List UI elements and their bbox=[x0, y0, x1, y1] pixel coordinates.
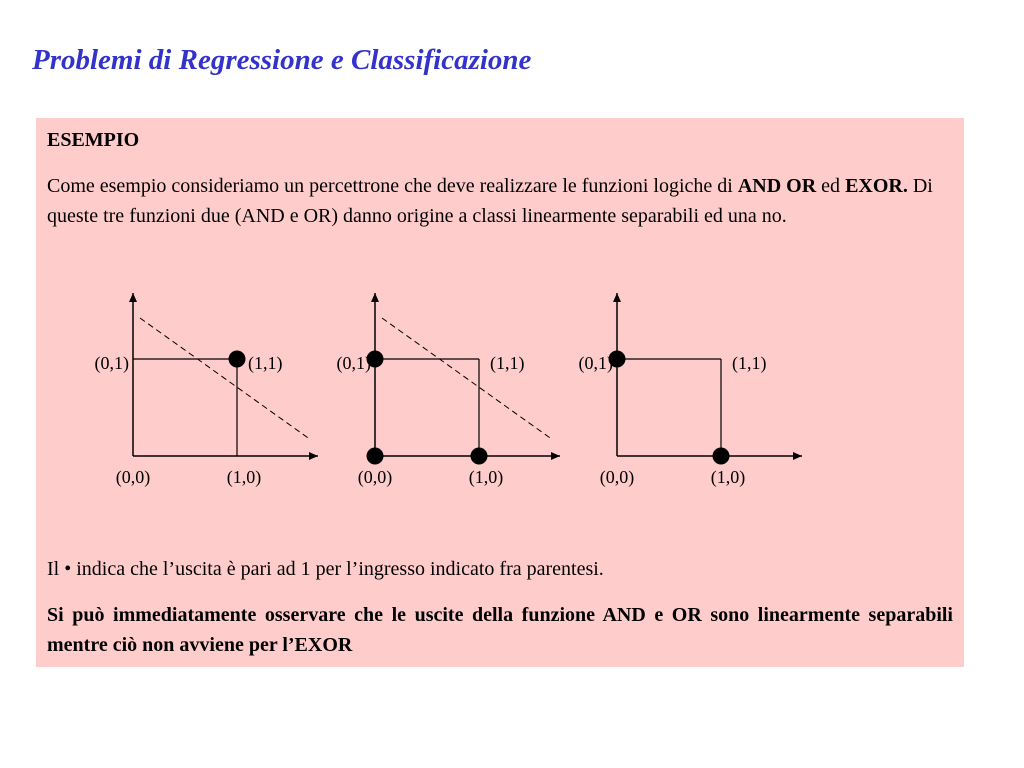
diagram-3-label-p10: (1,0) bbox=[710, 467, 746, 487]
diagram-3-label-p01: (0,1) bbox=[578, 353, 613, 373]
diagram-1-label-p00: (0,0) bbox=[115, 467, 151, 487]
note-text-prefix: Il bbox=[47, 558, 65, 580]
diagram-2-point-p10 bbox=[471, 448, 488, 465]
diagram-2-label-p10: (1,0) bbox=[468, 467, 504, 487]
intro-bold-exor: EXOR. bbox=[845, 175, 908, 197]
diagram-2-label-p01: (0,1) bbox=[336, 353, 371, 373]
diagram-3-label-p11: (1,1) bbox=[732, 353, 767, 373]
diagram-1-separator-line bbox=[140, 318, 311, 440]
intro-text-mid: ed bbox=[816, 175, 846, 197]
diagram-2-separator-line bbox=[382, 318, 553, 440]
diagram-1-label-p10: (1,0) bbox=[226, 467, 262, 487]
intro-text-prefix: Come esempio consideriamo un percettrone che deve realizzare le funzioni logiche di bbox=[47, 175, 738, 197]
intro-text-suffix: Di queste tre funzioni due (AND e OR) danno origine a classi linearmente separabili ed una no. bbox=[47, 175, 933, 227]
diagram-2-label-p00: (0,0) bbox=[357, 467, 393, 487]
intro-bold-and-or: AND OR bbox=[737, 175, 817, 197]
diagram-3-label-p00: (0,0) bbox=[599, 467, 635, 487]
diagram-2-label-p11: (1,1) bbox=[490, 353, 525, 373]
diagram-1-label-p11: (1,1) bbox=[248, 353, 283, 373]
diagram-2-point-p00 bbox=[367, 448, 384, 465]
diagram-3-point-p10 bbox=[713, 448, 730, 465]
diagram-1-point-p11 bbox=[229, 351, 246, 368]
bullet-symbol: • bbox=[64, 558, 72, 580]
slide-title: Problemi di Regressione e Classificazione bbox=[32, 44, 532, 76]
conclusion-paragraph: Si può immediatamente osservare che le uscite della funzione AND e OR sono linearmente separabili mentre ciò non avviene per l’EXOR bbox=[47, 604, 953, 656]
note-text-suffix: indica che l’uscita è pari ad 1 per l’ingresso indicato fra parentesi. bbox=[71, 558, 604, 580]
example-heading: ESEMPIO bbox=[47, 129, 140, 151]
diagram-1-label-p01: (0,1) bbox=[94, 353, 129, 373]
